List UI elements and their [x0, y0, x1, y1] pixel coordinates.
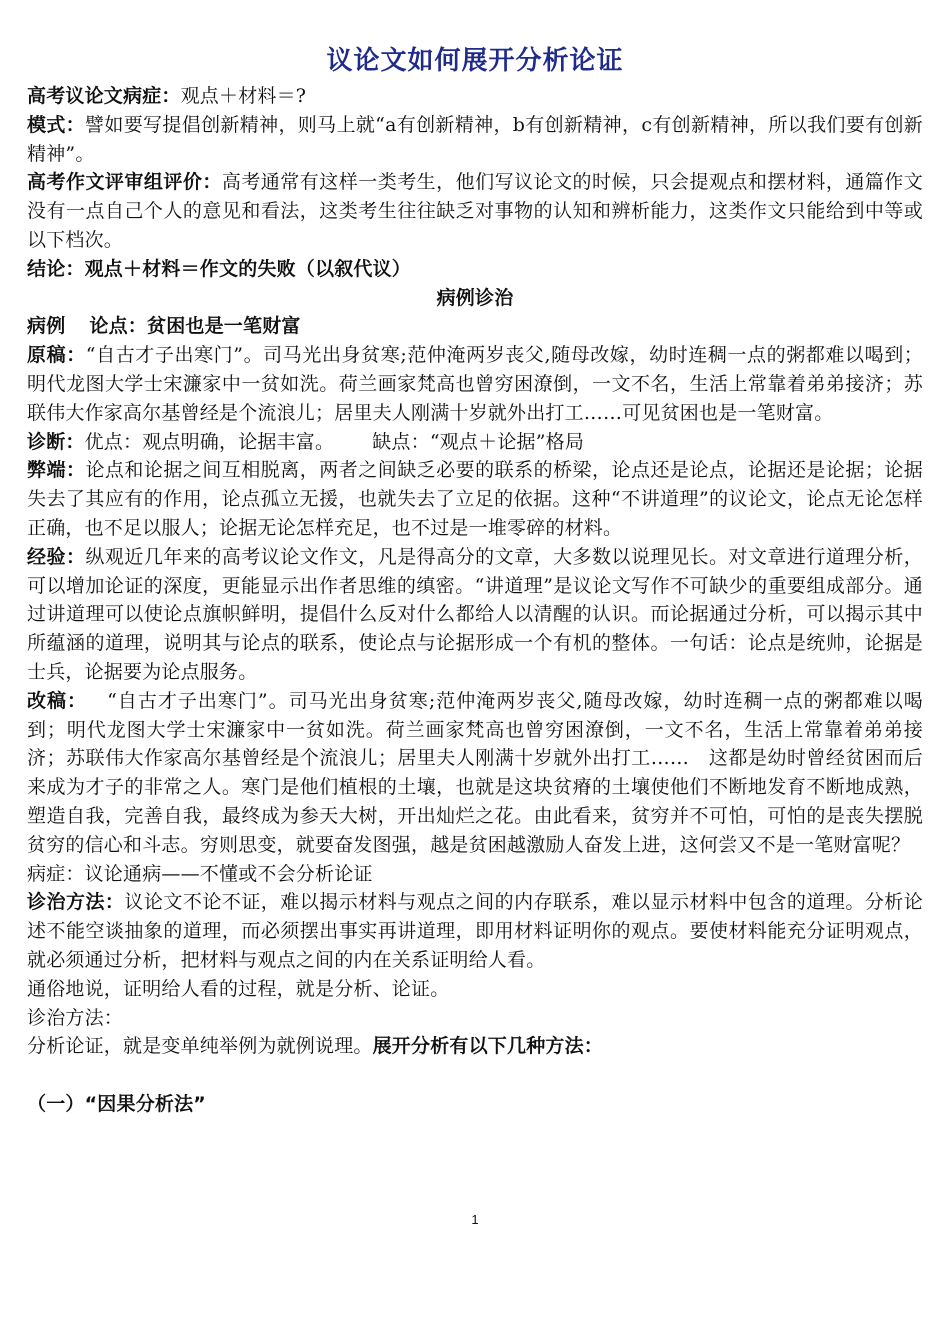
section-heading-line	[27, 1090, 923, 1119]
method-paragraph	[27, 888, 923, 974]
draft-paragraph	[27, 341, 923, 427]
mode-label: 模式：	[27, 113, 86, 136]
method2-label: 诊治方法：	[27, 1006, 124, 1029]
diagnosis-line	[27, 428, 923, 457]
method-text: 议论文不论不证，难以揭示材料与观点之间的内存联系，难以显示材料中包含的道理。分析论述不能空谈抽象的道理，而必须摆出事实再讲道理，即用材料证明你的观点。要使材料能充分证明观点，就必须通过分析，把材料与观点之间的内在关系证明给人看。	[27, 891, 923, 971]
revision-label: 改稿：	[27, 689, 88, 712]
page-number: 1	[471, 1212, 479, 1227]
analysis-text: 分析论证，就是变单纯举例为就例说理。	[27, 1035, 373, 1058]
plain-explanation: 通俗地说，证明给人看的过程，就是分析、论证。	[27, 977, 450, 1000]
experience-paragraph	[27, 543, 923, 687]
draft-text: “自古才子出寒门”。司马光出身贫寒;范仲淹两岁丧父,随母改嫁，幼时连稠一点的粥都难以喝到；明代龙图大学士宋濂家中一贫如洗。荷兰画家梵高也曾穷困潦倒，一文不名，生活上常靠着弟弟接济；苏联伟大作家高尔基曾经是个流浪儿；居里夫人刚满十岁就外出打工……可见贫困也是一笔财富。	[27, 344, 924, 424]
document-title: 议论文如何展开分析论证	[326, 46, 624, 76]
mode-paragraph	[27, 111, 923, 169]
experience-text: 纵观近几年来的高考议论文作文，凡是得高分的文章，大多数以说理见长。对文章进行道理分析，可以增加论证的深度，更能显示出作者思维的缜密。“讲道理”是议论文写作不可缺少的重要组成部分。通过讲道理可以使论点旗帜鲜明，提倡什么反对什么都给人以清醒的认识。而论据通过分析，可以揭示其中所蕴涵的道理，说明其与论点的联系，使论点与论据形成一个有机的整体。一句话：论点是统帅，论据是士兵，论据要为论点服务。	[27, 545, 923, 683]
case-heading-line	[27, 284, 923, 313]
case-thesis: 论点：贫困也是一笔财富	[89, 315, 301, 338]
spacer	[27, 1061, 923, 1090]
conclusion-line	[27, 255, 923, 284]
document-page	[27, 44, 923, 1119]
case-thesis-line	[27, 312, 923, 341]
flaw-label: 弊端：	[27, 459, 86, 482]
flaw-text: 论点和论据之间互相脱离，两者之间缺乏必要的联系的桥梁，论点还是论点，论据还是论据；论据失去了其应有的作用，论点孤立无援，也就失去了立足的依据。这种“不讲道理”的议论文，论点无论怎样正确，也不足以服人；论据无论怎样充足，也不过是一堆零碎的材料。	[27, 459, 923, 539]
flaw-paragraph	[27, 456, 923, 542]
section-heading: （一）“因果分析法”	[27, 1093, 206, 1116]
mode-text: 譬如要写提倡创新精神，则马上就“a有创新精神，b有创新精神，c有创新精神，所以我们要有创新精神”。	[27, 113, 923, 165]
analysis-bold: 展开分析有以下几种方法：	[372, 1035, 604, 1058]
review-label: 高考作文评审组评价：	[27, 171, 222, 194]
experience-label: 经验：	[27, 545, 86, 568]
symptom-line	[27, 82, 923, 111]
revision-text: “自古才子出寒门”。司马光出身贫寒;范仲淹两岁丧父,随母改嫁，幼时连稠一点的粥都难以喝到；明代龙图大学士宋濂家中一贫如洗。荷兰画家梵高也曾穷困潦倒，一文不名，生活上常靠着弟弟接济；苏联伟大作家高尔基曾经是个流浪儿；居里夫人刚满十岁就外出打工…… 这都是幼时曾经贫困而后来成为才子的非常之人。寒门是他们植根的土壤，也就是这块贫瘠的土壤使他们不断地发育不断地成熟，塑造自我，完善自我，最终成为参天大树，开出灿烂之花。由此看来，贫穷并不可怕，可怕的是丧失摆脱贫穷的信心和斗志。穷则思变，就要奋发图强，越是贫困越激励人奋发上进，这何尝又不是一笔财富呢？	[27, 689, 923, 856]
revision-paragraph	[27, 687, 923, 860]
review-text: 高考通常有这样一类考生，他们写议论文的时候，只会提观点和摆材料，通篇作文没有一点自己个人的意见和看法，这类考生往往缺乏对事物的认知和辨析能力，这类作文只能给到中等或以下档次。	[27, 171, 923, 251]
review-paragraph	[27, 168, 923, 254]
method-label: 诊治方法：	[27, 891, 125, 914]
draft-label: 原稿：	[27, 344, 86, 367]
conclusion-text: 结论：观点＋材料＝作文的失败（以叙代议）	[27, 257, 412, 280]
diagnosis-con: 缺点：“观点＋论据”格局	[372, 430, 585, 453]
case-label: 病例	[27, 315, 66, 338]
diagnosis-label: 诊断：	[27, 430, 85, 453]
diagnosis-pro: 优点：观点明确，论据丰富。	[84, 430, 335, 453]
case-heading: 病例诊治	[436, 286, 514, 309]
disease-line: 病症：议论通病——不懂或不会分析论证	[27, 862, 373, 885]
symptom-text: 观点＋材料＝?	[180, 85, 307, 107]
analysis-line	[27, 1032, 923, 1061]
symptom-label: 高考议论文病症：	[27, 85, 181, 107]
